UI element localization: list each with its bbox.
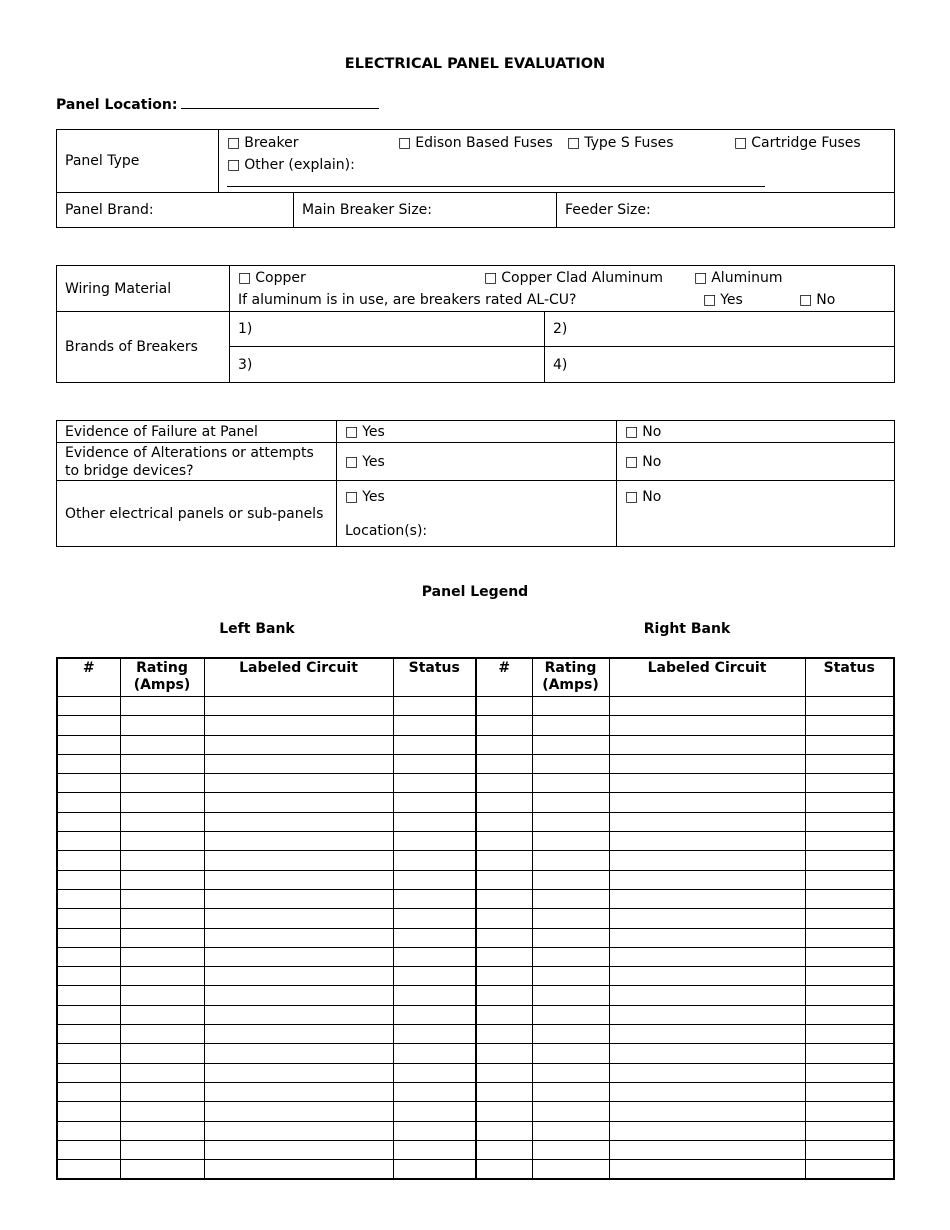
- legend-cell[interactable]: [204, 832, 393, 851]
- brand-slot-1[interactable]: 1): [230, 312, 545, 347]
- option-edison-fuses[interactable]: □ Edison Based Fuses: [398, 135, 553, 151]
- option-cartridge-fuses[interactable]: □ Cartridge Fuses: [734, 135, 861, 151]
- legend-cell[interactable]: [476, 697, 532, 716]
- page-title: ELECTRICAL PANEL EVALUATION: [344, 56, 606, 72]
- legend-cell[interactable]: [609, 793, 805, 812]
- legend-cell[interactable]: [393, 851, 476, 870]
- legend-cell[interactable]: [204, 1102, 393, 1121]
- table-row: [57, 851, 894, 870]
- legend-cell[interactable]: [393, 812, 476, 831]
- legend-cell[interactable]: [120, 1102, 204, 1121]
- legend-cell[interactable]: [532, 1140, 609, 1159]
- legend-cell[interactable]: [120, 1044, 204, 1063]
- table-row: [57, 716, 894, 735]
- left-col-circuit: Labeled Circuit: [204, 658, 393, 697]
- legend-cell[interactable]: [57, 889, 120, 908]
- evidence-failure-label: Evidence of Failure at Panel: [57, 421, 337, 443]
- legend-cell[interactable]: [609, 812, 805, 831]
- legend-cell[interactable]: [532, 928, 609, 947]
- legend-cell[interactable]: [532, 754, 609, 773]
- legend-cell[interactable]: [120, 1005, 204, 1024]
- legend-cell[interactable]: [609, 909, 805, 928]
- legend-cell[interactable]: [805, 947, 894, 966]
- legend-cell[interactable]: [609, 1025, 805, 1044]
- legend-cell[interactable]: [609, 1063, 805, 1082]
- panel-type-table: [56, 129, 895, 228]
- other-explain-line[interactable]: [227, 176, 765, 187]
- legend-cell[interactable]: [204, 754, 393, 773]
- table-row: [57, 1005, 894, 1024]
- legend-cell[interactable]: [204, 851, 393, 870]
- table-row: [57, 793, 894, 812]
- legend-cell[interactable]: [805, 832, 894, 851]
- evidence-table: [56, 420, 895, 547]
- legend-cell[interactable]: [532, 870, 609, 889]
- legend-cell[interactable]: [609, 735, 805, 754]
- legend-cell[interactable]: [805, 812, 894, 831]
- evidence-alterations-yes[interactable]: □ Yes: [345, 454, 385, 470]
- table-row: [57, 1025, 894, 1044]
- evidence-failure-no[interactable]: □ No: [625, 424, 661, 440]
- legend-cell[interactable]: [120, 774, 204, 793]
- legend-cell[interactable]: [609, 889, 805, 908]
- legend-cell[interactable]: [476, 909, 532, 928]
- legend-cell[interactable]: [609, 1102, 805, 1121]
- legend-cell[interactable]: [57, 1140, 120, 1159]
- table-row: [57, 1160, 894, 1180]
- legend-cell[interactable]: [805, 870, 894, 889]
- legend-cell[interactable]: [609, 967, 805, 986]
- legend-cell[interactable]: [204, 870, 393, 889]
- option-type-s-fuses[interactable]: □ Type S Fuses: [567, 135, 674, 151]
- legend-cell[interactable]: [393, 1082, 476, 1101]
- option-aluminum[interactable]: □ Aluminum: [694, 270, 783, 286]
- legend-cell[interactable]: [476, 851, 532, 870]
- legend-cell[interactable]: [57, 870, 120, 889]
- right-col-rating: Rating (Amps): [532, 658, 609, 697]
- legend-cell[interactable]: [532, 812, 609, 831]
- left-col-status: Status: [393, 658, 476, 697]
- legend-cell[interactable]: [120, 754, 204, 773]
- main-breaker-cell[interactable]: [294, 193, 557, 228]
- legend-cell[interactable]: [532, 1121, 609, 1140]
- legend-cell[interactable]: [476, 1082, 532, 1101]
- legend-cell[interactable]: [609, 947, 805, 966]
- al-cu-yes[interactable]: □ Yes: [703, 292, 743, 308]
- legend-cell[interactable]: [532, 1160, 609, 1180]
- legend-cell[interactable]: [805, 1005, 894, 1024]
- legend-cell[interactable]: [204, 967, 393, 986]
- feeder-size-cell[interactable]: [557, 193, 895, 228]
- legend-cell[interactable]: [609, 928, 805, 947]
- legend-cell[interactable]: [532, 697, 609, 716]
- legend-cell[interactable]: [476, 832, 532, 851]
- legend-cell[interactable]: [204, 1005, 393, 1024]
- legend-cell[interactable]: [57, 832, 120, 851]
- panel-brand-cell[interactable]: [57, 193, 294, 228]
- brand-slot-3[interactable]: 3): [230, 347, 545, 383]
- legend-cell[interactable]: [476, 812, 532, 831]
- table-row: [57, 774, 894, 793]
- legend-cell[interactable]: [204, 1160, 393, 1180]
- legend-cell[interactable]: [532, 1102, 609, 1121]
- legend-cell[interactable]: [393, 1140, 476, 1159]
- legend-cell[interactable]: [393, 889, 476, 908]
- legend-cell[interactable]: [204, 889, 393, 908]
- legend-cell[interactable]: [476, 774, 532, 793]
- legend-cell[interactable]: [57, 1005, 120, 1024]
- wiring-table: [56, 265, 895, 383]
- panel-type-label: Panel Type: [57, 130, 219, 193]
- legend-cell[interactable]: [805, 793, 894, 812]
- legend-cell[interactable]: [57, 754, 120, 773]
- location-label: Location(s):: [345, 523, 428, 539]
- legend-cell[interactable]: [805, 1082, 894, 1101]
- legend-cell[interactable]: [204, 986, 393, 1005]
- legend-cell[interactable]: [609, 1005, 805, 1024]
- legend-cell[interactable]: [393, 967, 476, 986]
- legend-header-row: [57, 658, 894, 697]
- wiring-options: [230, 266, 895, 312]
- legend-cell[interactable]: [57, 1025, 120, 1044]
- legend-cell[interactable]: [805, 889, 894, 908]
- panel-location-field[interactable]: [181, 94, 379, 109]
- legend-cell[interactable]: [476, 735, 532, 754]
- main-breaker-label: Main Breaker Size:: [302, 202, 432, 218]
- legend-cell[interactable]: [532, 1063, 609, 1082]
- option-other[interactable]: □ Other (explain):: [227, 157, 355, 173]
- legend-cell[interactable]: [532, 889, 609, 908]
- legend-cell[interactable]: [532, 735, 609, 754]
- table-row: [57, 1140, 894, 1159]
- legend-cell[interactable]: [393, 754, 476, 773]
- legend-cell[interactable]: [532, 1025, 609, 1044]
- legend-cell[interactable]: [476, 1063, 532, 1082]
- legend-cell[interactable]: [609, 1082, 805, 1101]
- table-row: [57, 967, 894, 986]
- legend-cell[interactable]: [57, 986, 120, 1005]
- legend-cell[interactable]: [476, 1121, 532, 1140]
- legend-cell[interactable]: [120, 1082, 204, 1101]
- legend-cell[interactable]: [204, 1121, 393, 1140]
- legend-cell[interactable]: [476, 1140, 532, 1159]
- legend-cell[interactable]: [204, 774, 393, 793]
- evidence-alterations-no[interactable]: □ No: [625, 454, 661, 470]
- legend-cell[interactable]: [204, 735, 393, 754]
- panel-location: [56, 94, 379, 113]
- al-cu-no[interactable]: □ No: [799, 292, 835, 308]
- legend-cell[interactable]: [120, 812, 204, 831]
- legend-cell[interactable]: [805, 1140, 894, 1159]
- table-row: [57, 889, 894, 908]
- legend-cell[interactable]: [532, 1044, 609, 1063]
- legend-cell[interactable]: [609, 754, 805, 773]
- table-row: [57, 1082, 894, 1101]
- legend-cell[interactable]: [120, 909, 204, 928]
- legend-cell[interactable]: [57, 697, 120, 716]
- legend-cell[interactable]: [476, 754, 532, 773]
- legend-cell[interactable]: [476, 967, 532, 986]
- legend-cell[interactable]: [393, 716, 476, 735]
- legend-cell[interactable]: [532, 1005, 609, 1024]
- legend-cell[interactable]: [204, 812, 393, 831]
- legend-cell[interactable]: [393, 870, 476, 889]
- legend-cell[interactable]: [805, 1102, 894, 1121]
- legend-cell[interactable]: [393, 909, 476, 928]
- left-col-rating: Rating (Amps): [120, 658, 204, 697]
- legend-cell[interactable]: [204, 1140, 393, 1159]
- legend-cell[interactable]: [476, 928, 532, 947]
- legend-cell[interactable]: [57, 735, 120, 754]
- legend-cell[interactable]: [57, 1102, 120, 1121]
- legend-cell[interactable]: [393, 1063, 476, 1082]
- left-col-number: #: [57, 658, 120, 697]
- legend-cell[interactable]: [120, 1025, 204, 1044]
- legend-cell[interactable]: [120, 832, 204, 851]
- legend-cell[interactable]: [805, 1063, 894, 1082]
- legend-cell[interactable]: [204, 697, 393, 716]
- legend-cell[interactable]: [57, 716, 120, 735]
- legend-cell[interactable]: [805, 1160, 894, 1180]
- table-row: [57, 832, 894, 851]
- legend-cell[interactable]: [57, 1121, 120, 1140]
- legend-cell[interactable]: [120, 889, 204, 908]
- panel-type-options: [219, 130, 895, 193]
- legend-cell[interactable]: [609, 774, 805, 793]
- legend-cell[interactable]: [57, 967, 120, 986]
- legend-cell[interactable]: [393, 928, 476, 947]
- legend-cell[interactable]: [120, 947, 204, 966]
- legend-cell[interactable]: [393, 1005, 476, 1024]
- legend-cell[interactable]: [120, 928, 204, 947]
- legend-cell[interactable]: [532, 851, 609, 870]
- legend-body: [57, 697, 894, 1180]
- legend-cell[interactable]: [204, 1044, 393, 1063]
- legend-cell[interactable]: [609, 1044, 805, 1063]
- legend-cell[interactable]: [476, 716, 532, 735]
- legend-cell[interactable]: [805, 909, 894, 928]
- option-copper[interactable]: □ Copper: [238, 270, 306, 286]
- legend-cell[interactable]: [393, 697, 476, 716]
- table-row: [57, 870, 894, 889]
- legend-cell[interactable]: [476, 1044, 532, 1063]
- table-row: [57, 812, 894, 831]
- legend-cell[interactable]: [476, 947, 532, 966]
- legend-cell[interactable]: [805, 754, 894, 773]
- legend-cell[interactable]: [120, 851, 204, 870]
- legend-cell[interactable]: [120, 967, 204, 986]
- legend-cell[interactable]: [393, 947, 476, 966]
- al-cu-question: If aluminum is in use, are breakers rated AL-CU?: [238, 292, 577, 308]
- table-row: [57, 754, 894, 773]
- brand-slot-2[interactable]: 2): [545, 312, 895, 347]
- legend-cell[interactable]: [476, 889, 532, 908]
- right-col-circuit: Labeled Circuit: [609, 658, 805, 697]
- legend-cell[interactable]: [476, 986, 532, 1005]
- legend-cell[interactable]: [204, 947, 393, 966]
- legend-cell[interactable]: [393, 986, 476, 1005]
- legend-cell[interactable]: [204, 793, 393, 812]
- wiring-label: Wiring Material: [57, 266, 230, 312]
- legend-cell[interactable]: [609, 832, 805, 851]
- legend-cell[interactable]: [532, 716, 609, 735]
- legend-cell[interactable]: [120, 716, 204, 735]
- legend-cell[interactable]: [609, 716, 805, 735]
- legend-cell[interactable]: [120, 870, 204, 889]
- legend-cell[interactable]: [805, 986, 894, 1005]
- table-row: [57, 1102, 894, 1121]
- legend-cell[interactable]: [57, 774, 120, 793]
- legend-cell[interactable]: [609, 1160, 805, 1180]
- legend-cell[interactable]: [120, 735, 204, 754]
- right-col-status: Status: [805, 658, 894, 697]
- legend-cell[interactable]: [57, 851, 120, 870]
- legend-cell[interactable]: [609, 1121, 805, 1140]
- table-row: [57, 986, 894, 1005]
- legend-cell[interactable]: [476, 1160, 532, 1180]
- brands-label: Brands of Breakers: [57, 312, 230, 383]
- legend-cell[interactable]: [393, 1025, 476, 1044]
- panel-brand-label: Panel Brand:: [65, 202, 154, 218]
- legend-cell[interactable]: [57, 812, 120, 831]
- legend-cell[interactable]: [476, 793, 532, 812]
- legend-cell[interactable]: [393, 832, 476, 851]
- table-row: [57, 928, 894, 947]
- legend-cell[interactable]: [393, 1121, 476, 1140]
- legend-cell[interactable]: [57, 947, 120, 966]
- legend-cell[interactable]: [476, 870, 532, 889]
- legend-cell[interactable]: [57, 1160, 120, 1180]
- evidence-alterations-label: Evidence of Alterations or attempts to bridge devices?: [57, 443, 337, 481]
- legend-cell[interactable]: [532, 947, 609, 966]
- legend-cell[interactable]: [532, 986, 609, 1005]
- legend-cell[interactable]: [204, 928, 393, 947]
- panel-legend-title: Panel Legend: [421, 584, 529, 600]
- legend-cell[interactable]: [204, 716, 393, 735]
- legend-cell[interactable]: [609, 697, 805, 716]
- legend-cell[interactable]: [805, 928, 894, 947]
- legend-cell[interactable]: [57, 1082, 120, 1101]
- legend-cell[interactable]: [532, 909, 609, 928]
- legend-cell[interactable]: [609, 870, 805, 889]
- table-row: [57, 909, 894, 928]
- panel-legend-table: [56, 657, 895, 1180]
- table-row: [57, 1063, 894, 1082]
- legend-cell[interactable]: [532, 774, 609, 793]
- legend-cell[interactable]: [805, 1044, 894, 1063]
- option-copper-clad-aluminum[interactable]: □ Copper Clad Aluminum: [484, 270, 663, 286]
- legend-cell[interactable]: [120, 1063, 204, 1082]
- legend-cell[interactable]: [393, 1102, 476, 1121]
- legend-cell[interactable]: [57, 1063, 120, 1082]
- other-panels-yes[interactable]: □ Yes: [345, 489, 385, 505]
- legend-cell[interactable]: [120, 1140, 204, 1159]
- option-breaker[interactable]: □ Breaker: [227, 135, 298, 151]
- feeder-size-label: Feeder Size:: [565, 202, 651, 218]
- legend-cell[interactable]: [204, 1025, 393, 1044]
- table-row: [57, 1121, 894, 1140]
- legend-cell[interactable]: [120, 793, 204, 812]
- legend-cell[interactable]: [476, 1025, 532, 1044]
- legend-cell[interactable]: [393, 1160, 476, 1180]
- legend-cell[interactable]: [120, 1160, 204, 1180]
- legend-cell[interactable]: [532, 1082, 609, 1101]
- legend-cell[interactable]: [57, 1044, 120, 1063]
- table-row: [57, 697, 894, 716]
- legend-cell[interactable]: [609, 986, 805, 1005]
- other-panels-label: Other electrical panels or sub-panels: [57, 481, 337, 547]
- legend-cell[interactable]: [805, 697, 894, 716]
- legend-cell[interactable]: [805, 774, 894, 793]
- legend-cell[interactable]: [57, 928, 120, 947]
- legend-cell[interactable]: [57, 909, 120, 928]
- legend-cell[interactable]: [120, 986, 204, 1005]
- legend-cell[interactable]: [393, 774, 476, 793]
- legend-cell[interactable]: [609, 1140, 805, 1159]
- legend-cell[interactable]: [532, 793, 609, 812]
- legend-cell[interactable]: [204, 1082, 393, 1101]
- legend-cell[interactable]: [393, 735, 476, 754]
- brand-slot-4[interactable]: 4): [545, 347, 895, 383]
- legend-cell[interactable]: [57, 793, 120, 812]
- table-row: [57, 1044, 894, 1063]
- left-bank-title: Left Bank: [219, 621, 295, 637]
- legend-cell[interactable]: [805, 967, 894, 986]
- legend-cell[interactable]: [120, 1121, 204, 1140]
- legend-cell[interactable]: [532, 967, 609, 986]
- panel-location-label: Panel Location:: [56, 97, 178, 113]
- legend-cell[interactable]: [532, 832, 609, 851]
- legend-cell[interactable]: [476, 1102, 532, 1121]
- legend-cell[interactable]: [805, 735, 894, 754]
- legend-cell[interactable]: [805, 1121, 894, 1140]
- legend-cell[interactable]: [609, 851, 805, 870]
- legend-cell[interactable]: [476, 1005, 532, 1024]
- right-col-number: #: [476, 658, 532, 697]
- legend-cell[interactable]: [805, 716, 894, 735]
- legend-cell[interactable]: [393, 1044, 476, 1063]
- right-bank-title: Right Bank: [643, 621, 731, 637]
- table-row: [57, 947, 894, 966]
- legend-cell[interactable]: [805, 1025, 894, 1044]
- evidence-failure-yes[interactable]: □ Yes: [345, 424, 385, 440]
- legend-cell[interactable]: [204, 909, 393, 928]
- legend-cell[interactable]: [805, 851, 894, 870]
- legend-cell[interactable]: [204, 1063, 393, 1082]
- legend-cell[interactable]: [120, 697, 204, 716]
- table-row: [57, 735, 894, 754]
- legend-cell[interactable]: [393, 793, 476, 812]
- other-panels-no[interactable]: □ No: [625, 489, 661, 505]
